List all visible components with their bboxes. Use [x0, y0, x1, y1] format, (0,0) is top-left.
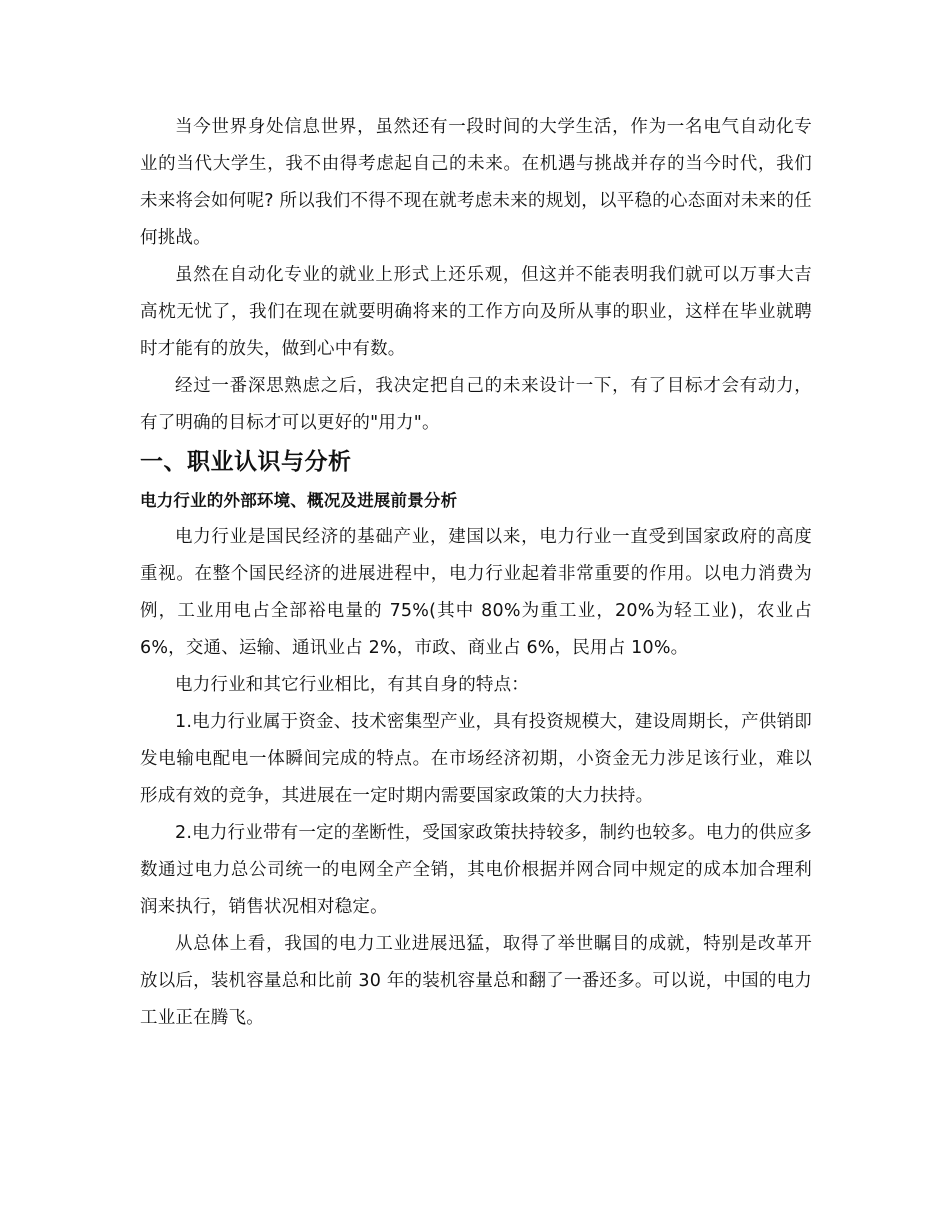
intro-paragraph-1: 当今世界身处信息世界，虽然还有一段时间的大学生活，作为一名电气自动化专业的当代大学生，我不由得考虑起自己的未来。在机遇与挑战并存的当今时代，我们未来将会如何呢? 所以我们不得不现在就考虑未来的规划，以平稳的心态面对未来的任何挑战。 [140, 117, 812, 248]
subsection-heading: 电力行业的外部环境、概况及进展前景分析 [140, 491, 458, 510]
body-paragraph-4: 2.电力行业带有一定的垄断性，受国家政策扶持较多，制约也较多。电力的供应多数通过电力总公司统一的电网全产全销，其电价根据并网合同中规定的成本加合理利润来执行，销售状况相对稳定。 [140, 823, 812, 917]
body-paragraph-2: 电力行业和其它行业相比，有其自身的特点： [175, 675, 529, 695]
body-paragraph-3: 1.电力行业属于资金、技术密集型产业，具有投资规模大，建设周期长，产供销即发电输电配电一体瞬间完成的特点。在市场经济初期，小资金无力涉足该行业，难以形成有效的竞争，其进展在一定时期内需要国家政策的大力扶持。 [140, 712, 812, 806]
body-paragraph-1: 电力行业是国民经济的基础产业，建国以来，电力行业一直受到国家政府的高度重视。在整个国民经济的进展进程中，电力行业起着非常重要的作用。以电力消费为例，工业用电占全部裕电量的 75%(其中 80%为重工业，20%为轻工业)，农业占 6%，交通、运输、通讯业占 2%，市政、商业占 6%，民用占 10%。 [140, 527, 812, 658]
section-heading: 一、职业认识与分析 [140, 449, 352, 475]
intro-paragraph-3: 经过一番深思熟虑之后，我决定把自己的未来设计一下，有了目标才会有动力，有了明确的目标才可以更好的"用力"。 [140, 376, 812, 433]
intro-paragraph-2: 虽然在自动化专业的就业上形式上还乐观，但这并不能表明我们就可以万事大吉高枕无忧了，我们在现在就要明确将来的工作方向及所从事的职业，这样在毕业就聘时才能有的放失，做到心中有数。 [140, 265, 812, 359]
body-paragraph-5: 从总体上看，我国的电力工业进展迅猛，取得了举世瞩目的成就，特别是改革开放以后，装机容量总和比前 30 年的装机容量总和翻了一番还多。可以说，中国的电力工业正在腾飞。 [140, 934, 812, 1028]
